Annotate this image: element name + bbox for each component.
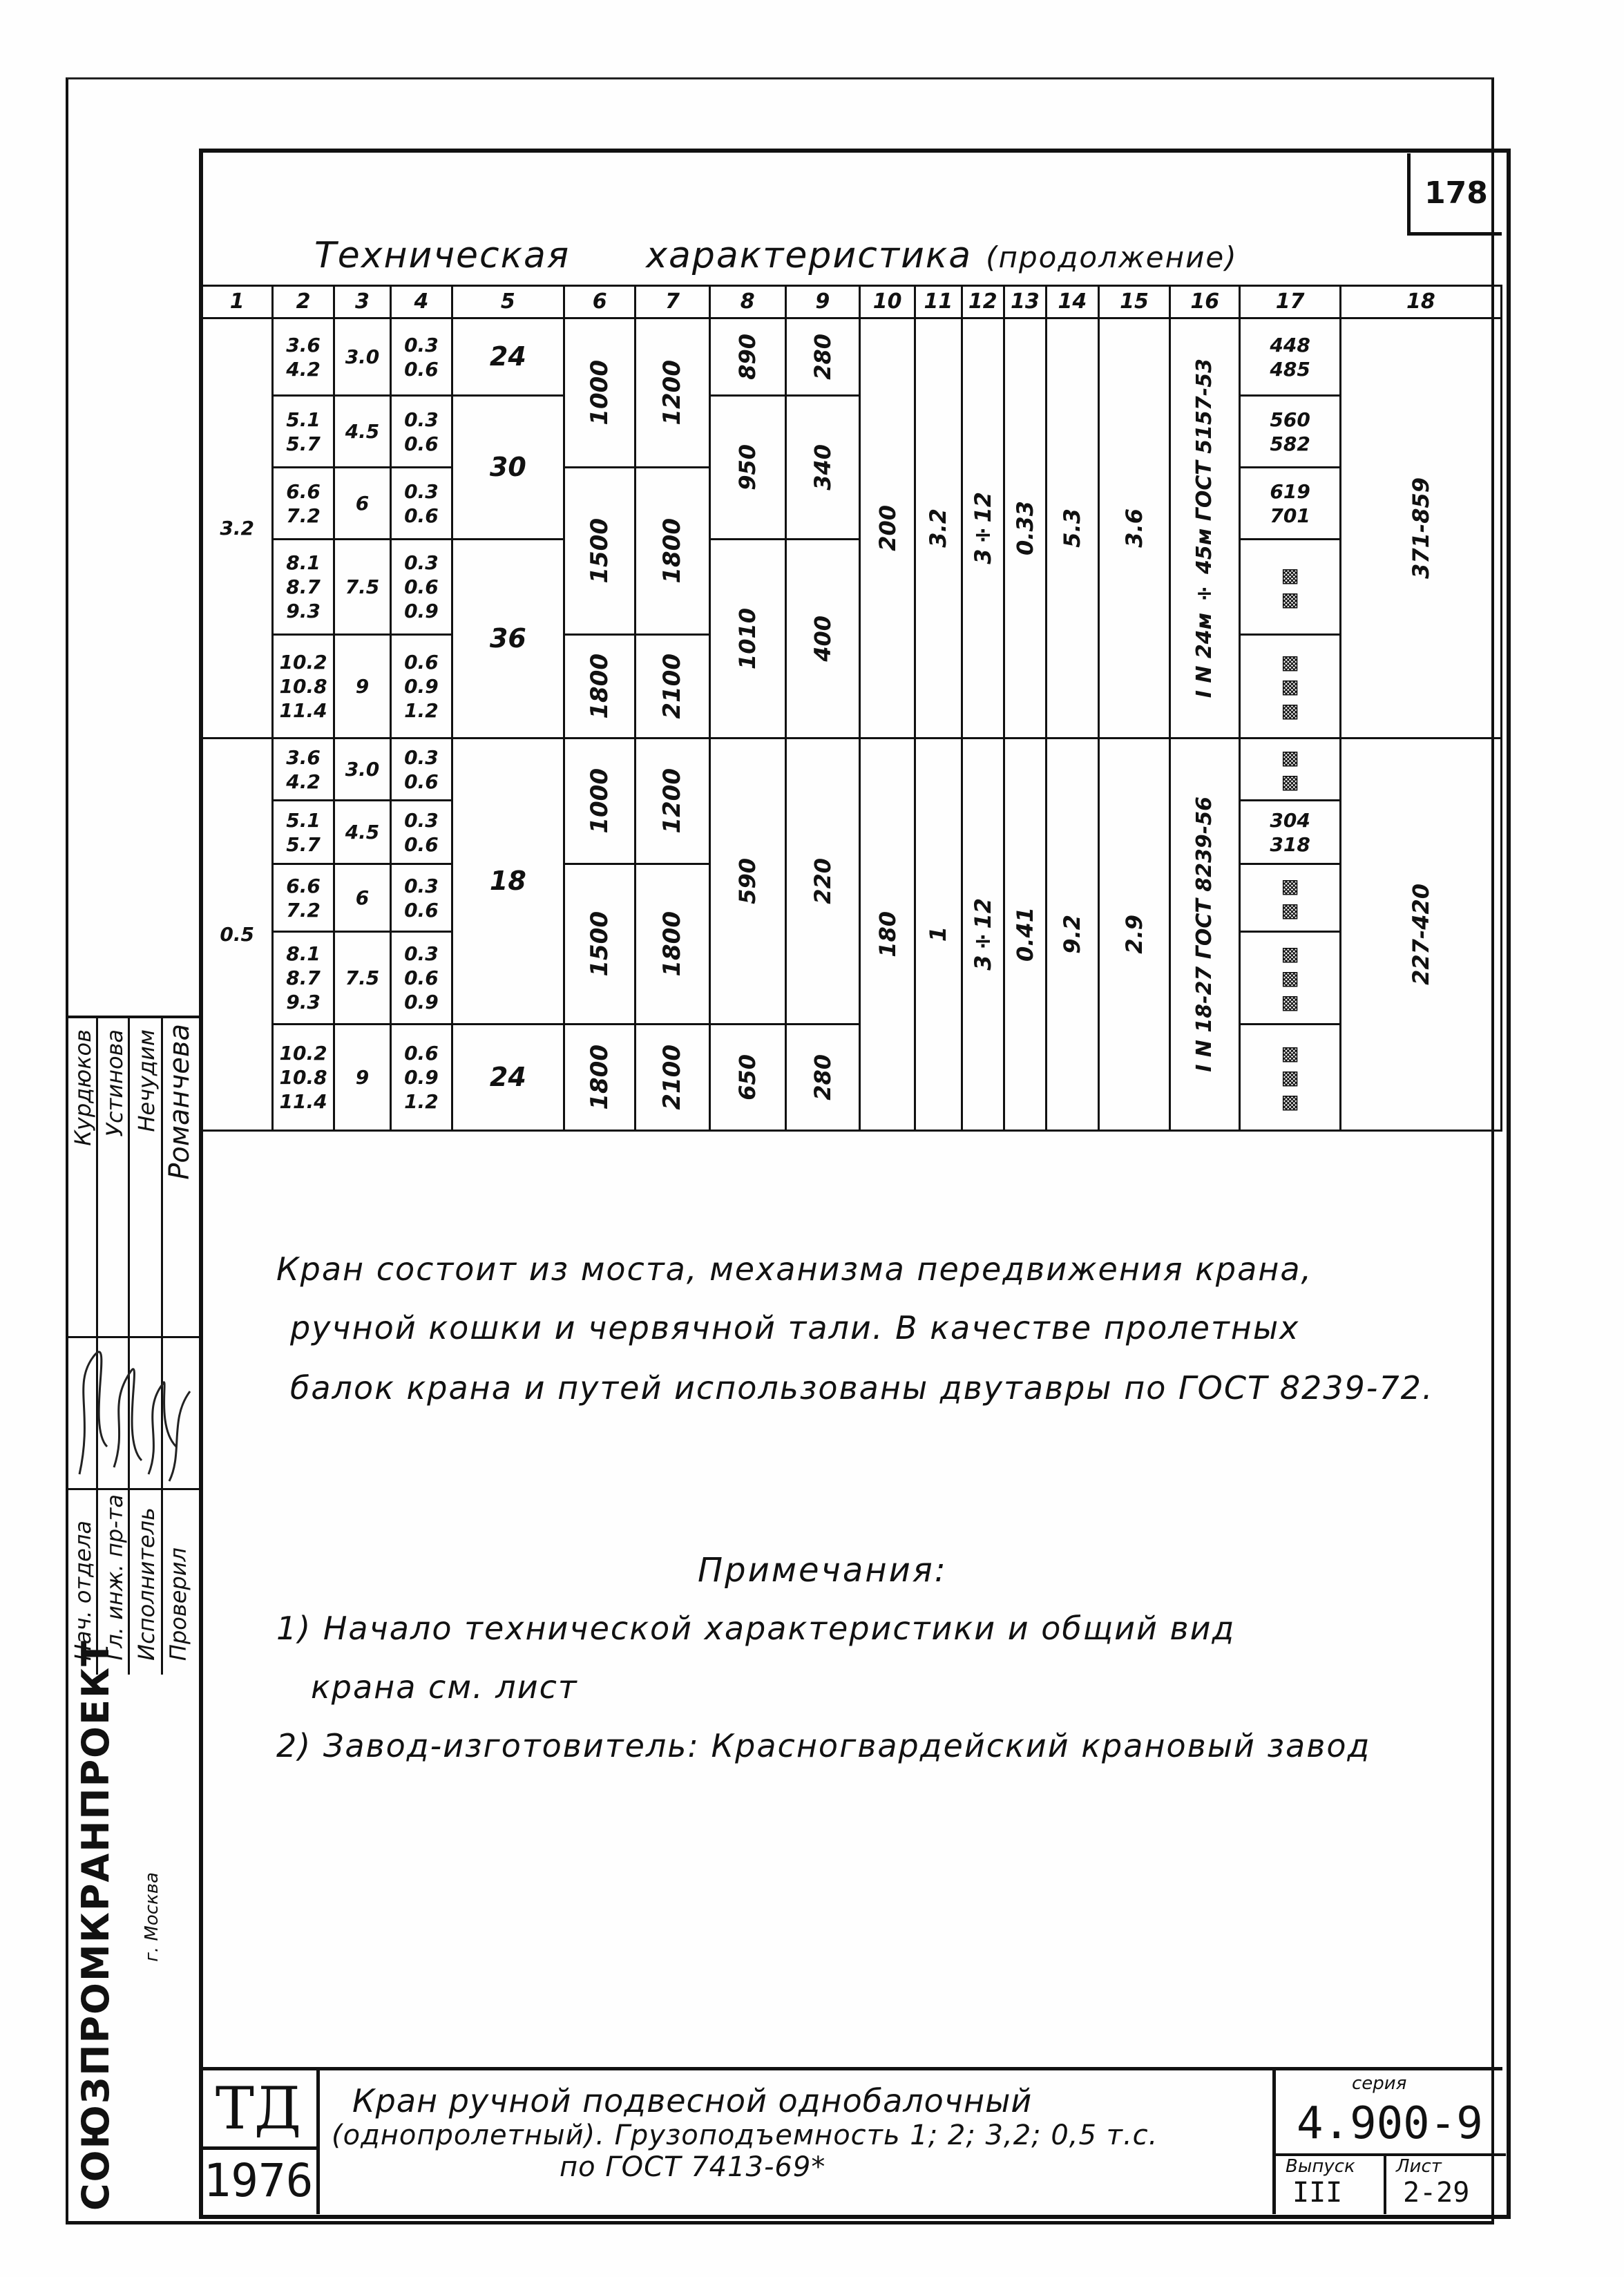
cell-height: 6 (334, 468, 390, 540)
cell-lift: 0.6 0.9 1.2 (391, 1025, 452, 1131)
col-header: 18 (1340, 286, 1501, 318)
cell-height: 3.0 (334, 739, 390, 801)
col-header: 14 (1046, 286, 1098, 318)
sheet-cell (1386, 2156, 1506, 2214)
capacity-cell: 3.2 (202, 318, 273, 739)
series-value: 4.900-9 (1297, 2098, 1483, 2149)
cell-lift: 0.3 0.6 (391, 318, 452, 396)
signature-stroke (149, 1382, 176, 1474)
drawing-title-line-2: (однопролетный). Грузоподъемность 1; 2; 3,2; 0,5 т.с. (332, 2119, 1158, 2151)
cell-c15: 2.9 (1098, 739, 1169, 1131)
cell-c16: I N 24м ÷ 45м ГОСТ 5157-53 (1170, 318, 1240, 739)
organization-city: г. Москва (142, 1872, 162, 1962)
sheet-number: 178 (1407, 153, 1502, 236)
table-row (202, 739, 1502, 801)
signature-block (66, 1016, 202, 1675)
cell-height: 7.5 (334, 932, 390, 1025)
cell-height: 4.5 (334, 801, 390, 864)
cell-span: 5.1 5.7 (273, 801, 334, 864)
cell-c17: ▩ ▩ ▩ (1240, 635, 1340, 739)
sheet-label: Лист (1396, 2156, 1442, 2177)
cell-c5: 18 (452, 739, 564, 1025)
issue-cell (1276, 2156, 1386, 2214)
cell-c17: ▩ ▩ ▩ (1240, 932, 1340, 1025)
cell-lift: 0.3 0.6 (391, 468, 452, 540)
cell-c6: 1000 (564, 739, 636, 864)
cell-c17: ▩ ▩ (1240, 864, 1340, 932)
issue-label: Выпуск (1286, 2156, 1355, 2177)
drawing-title-line-1: Кран ручной подвесной однобалочный (352, 2082, 1033, 2119)
table-row (202, 318, 1502, 396)
cell-span: 3.6 4.2 (273, 318, 334, 396)
cell-c9: 280 (785, 1025, 860, 1131)
col-header: 8 (709, 286, 785, 318)
role-label: Гл. инж. пр-та (102, 1494, 128, 1661)
cell-c5: 24 (452, 1025, 564, 1131)
cell-c6: 1500 (564, 864, 636, 1025)
drawing-title (332, 2083, 1299, 2183)
cell-span: 5.1 5.7 (273, 396, 334, 468)
cell-c17: ▩ ▩ ▩ (1240, 1025, 1340, 1131)
cell-lift: 0.3 0.6 0.9 (391, 540, 452, 635)
table-row (202, 396, 1502, 468)
cell-c16: I N 18-27 ГОСТ 8239-56 (1170, 739, 1240, 1131)
cell-c17: ▩ ▩ (1240, 739, 1340, 801)
cell-c5: 30 (452, 396, 564, 540)
signer-name: Курдюков (70, 1029, 96, 1146)
cell-c15: 3.6 (1098, 318, 1169, 739)
divider (66, 1488, 199, 1490)
cell-c9: 340 (785, 396, 860, 540)
cell-c6: 1800 (564, 635, 636, 739)
cell-lift: 0.6 0.9 1.2 (391, 635, 452, 739)
cell-c11: 1 (915, 739, 962, 1131)
cell-span: 10.2 10.8 11.4 (273, 1025, 334, 1131)
cell-c7: 1800 (636, 864, 710, 1025)
note-1-cont: крана см. лист (311, 1668, 578, 1706)
cell-c5: 24 (452, 318, 564, 396)
cell-c9: 220 (785, 739, 860, 1025)
cell-c13: 0.33 (1004, 318, 1046, 739)
col-header: 16 (1170, 286, 1240, 318)
cell-height: 3.0 (334, 318, 390, 396)
cell-c17: 619 701 (1240, 468, 1340, 540)
title-block (200, 2067, 1502, 2214)
col-header: 5 (452, 286, 564, 318)
col-header: 11 (915, 286, 962, 318)
cell-c6: 1500 (564, 468, 636, 635)
col-header: 6 (564, 286, 636, 318)
cell-c11: 3.2 (915, 318, 962, 739)
td-label: ТД (200, 2070, 316, 2150)
cell-c6: 1000 (564, 318, 636, 468)
cell-lift: 0.3 0.6 (391, 739, 452, 801)
series-block (1272, 2070, 1506, 2214)
title-part-1: Техническая (314, 235, 571, 276)
page-title (314, 235, 1314, 276)
note-1: 1) Начало технической характеристики и общий вид (276, 1610, 1236, 1647)
cell-c10: 180 (860, 739, 915, 1131)
col-header: 3 (334, 286, 390, 318)
cell-c7: 2100 (636, 635, 710, 739)
year: 1976 (203, 2154, 314, 2207)
cell-c12: 3÷12 (962, 318, 1004, 739)
issue-value: III (1292, 2177, 1343, 2209)
cell-height: 4.5 (334, 396, 390, 468)
cell-c9: 400 (785, 540, 860, 739)
role-label: Проверил (165, 1547, 191, 1661)
cell-span: 6.6 7.2 (273, 864, 334, 932)
cell-c10: 200 (860, 318, 915, 739)
cell-c14: 9.2 (1046, 739, 1098, 1131)
title-part-3: (продолжение) (986, 240, 1238, 274)
col-header: 12 (962, 286, 1004, 318)
cell-c6: 1800 (564, 1025, 636, 1131)
table-header-row (202, 286, 1502, 318)
col-header: 15 (1098, 286, 1169, 318)
cell-lift: 0.3 0.6 (391, 864, 452, 932)
cell-height: 9 (334, 635, 390, 739)
cell-c17: 560 582 (1240, 396, 1340, 468)
col-header: 4 (391, 286, 452, 318)
notes-title: Примечания: (698, 1551, 948, 1590)
organization-block (66, 1639, 202, 2211)
role-label: Нач. отдела (70, 1520, 96, 1661)
signature-stroke (114, 1369, 142, 1467)
col-header: 17 (1240, 286, 1340, 318)
spec-table (200, 285, 1502, 1132)
col-header: 9 (785, 286, 860, 318)
title-part-2: характеристика (646, 235, 973, 276)
cell-c17: 448 485 (1240, 318, 1340, 396)
cell-height: 7.5 (334, 540, 390, 635)
cell-span: 10.2 10.8 11.4 (273, 635, 334, 739)
signature-stroke (169, 1391, 190, 1481)
sheet-value: 2-29 (1403, 2177, 1470, 2209)
cell-span: 6.6 7.2 (273, 468, 334, 540)
col-header: 7 (636, 286, 710, 318)
cell-c9: 280 (785, 318, 860, 396)
cell-height: 6 (334, 864, 390, 932)
cell-c7: 1200 (636, 318, 710, 468)
series-cell (1276, 2070, 1506, 2156)
col-header: 10 (860, 286, 915, 318)
description-line-2: ручной кошки и червячной тали. В качестве пролетных (290, 1309, 1300, 1346)
cell-lift: 0.3 0.6 0.9 (391, 932, 452, 1025)
col-header: 2 (273, 286, 334, 318)
td-block (200, 2070, 320, 2214)
cell-c8: 590 (709, 739, 785, 1025)
cell-c18: 227-420 (1340, 739, 1501, 1131)
cell-c14: 5.3 (1046, 318, 1098, 739)
cell-c13: 0.41 (1004, 739, 1046, 1131)
signer-name: Устинова (102, 1029, 128, 1137)
table-row (202, 540, 1502, 635)
cell-c12: 3÷12 (962, 739, 1004, 1131)
cell-span: 8.1 8.7 9.3 (273, 932, 334, 1025)
cell-c17: ▩ ▩ (1240, 540, 1340, 635)
divider (66, 1336, 199, 1338)
cell-lift: 0.3 0.6 (391, 396, 452, 468)
role-label: Исполнитель (133, 1507, 160, 1661)
cell-span: 8.1 8.7 9.3 (273, 540, 334, 635)
col-header: 13 (1004, 286, 1046, 318)
series-label: серия (1352, 2073, 1407, 2094)
col-header: 1 (202, 286, 273, 318)
signer-name: Романчева (164, 1024, 195, 1180)
capacity-cell: 0.5 (202, 739, 273, 1131)
signatures (66, 1343, 199, 1488)
cell-c8: 890 (709, 318, 785, 396)
cell-height: 9 (334, 1025, 390, 1131)
drawing-title-line-3: по ГОСТ 7413-69* (560, 2151, 826, 2183)
note-2: 2) Завод-изготовитель: Красногвардейский крановый завод (276, 1727, 1371, 1764)
cell-c7: 1200 (636, 739, 710, 864)
cell-c8: 1010 (709, 540, 785, 739)
signer-name: Нечудим (133, 1029, 160, 1132)
cell-c7: 1800 (636, 468, 710, 635)
cell-span: 3.6 4.2 (273, 739, 334, 801)
description-line-3: балок крана и путей использованы двутавры по ГОСТ 8239-72. (290, 1369, 1434, 1407)
organization-name: СОЮЗПРОМКРАНПРОЕКТ (74, 1639, 117, 2211)
cell-lift: 0.3 0.6 (391, 801, 452, 864)
table-row (202, 1025, 1502, 1131)
signature-stroke (79, 1352, 107, 1474)
description-line-1: Кран состоит из моста, механизма передвижения крана, (276, 1250, 1313, 1288)
cell-c5: 36 (452, 540, 564, 739)
cell-c8: 650 (709, 1025, 785, 1131)
cell-c8: 950 (709, 396, 785, 540)
cell-c18: 371-859 (1340, 318, 1501, 739)
cell-c7: 2100 (636, 1025, 710, 1131)
cell-c17: 304 318 (1240, 801, 1340, 864)
